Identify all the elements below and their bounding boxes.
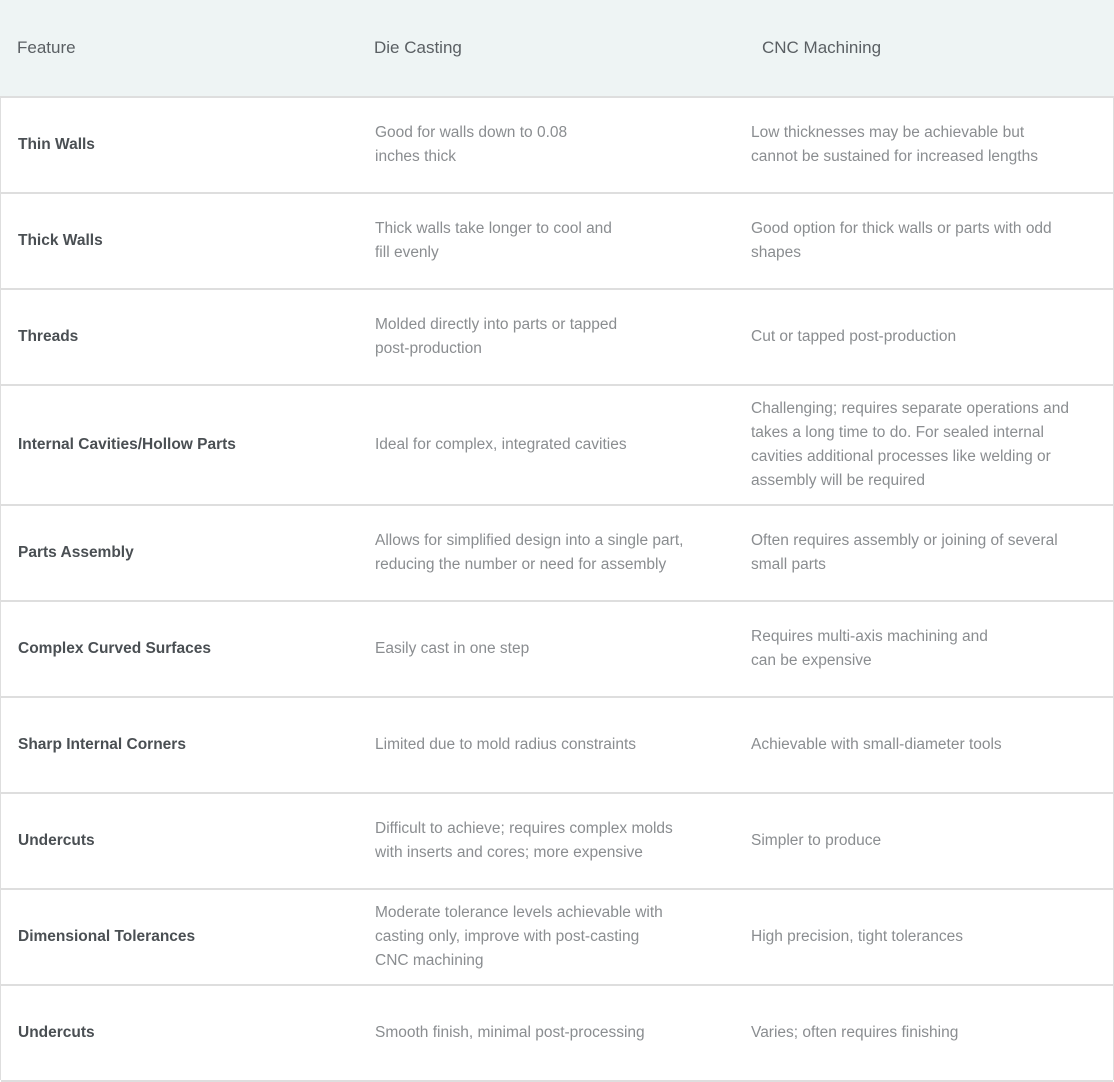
- table-row: [1, 386, 1113, 506]
- table-row: [1, 290, 1113, 386]
- feature-cell: Sharp Internal Corners: [18, 736, 186, 753]
- die-casting-cell: Limited due to mold radius constraints: [375, 736, 637, 753]
- cnc-machining-cell: Challenging; requires separate operations and takes a long time to do. For sealed internal cavities additional processes like welding or assembly will be required: [751, 400, 1069, 489]
- die-casting-cell: Ideal for complex, integrated cavities: [375, 436, 627, 453]
- feature-cell: Undercuts: [18, 1024, 95, 1041]
- feature-cell: Threads: [18, 328, 79, 345]
- cnc-machining-cell: Low thicknesses may be achievable but cannot be sustained for increased lengths: [751, 124, 1038, 165]
- feature-cell: Thin Walls: [18, 136, 95, 153]
- table-header: [0, 0, 1114, 96]
- table-row: [1, 98, 1113, 194]
- feature-cell: Parts Assembly: [18, 544, 134, 561]
- header-feature: Feature: [17, 38, 76, 57]
- table-row: [1, 194, 1113, 290]
- die-casting-cell: Smooth finish, minimal post-processing: [375, 1024, 645, 1041]
- die-casting-cell: Good for walls down to 0.08 inches thick: [375, 124, 568, 165]
- table-row: [1, 794, 1113, 890]
- die-casting-cell: Thick walls take longer to cool and fill evenly: [375, 220, 612, 261]
- feature-cell: Undercuts: [18, 832, 95, 849]
- cnc-machining-cell: Cut or tapped post-production: [751, 328, 957, 345]
- cnc-machining-cell: Good option for thick walls or parts with odd shapes: [751, 220, 1052, 261]
- header-die-casting: Die Casting: [374, 38, 462, 57]
- header-cnc-machining: CNC Machining: [762, 38, 882, 57]
- table-row: [1, 602, 1113, 698]
- feature-cell: Dimensional Tolerances: [18, 928, 196, 945]
- table-body: [0, 96, 1114, 1080]
- cnc-machining-cell: Varies; often requires finishing: [751, 1024, 959, 1041]
- table-row: [1, 506, 1113, 602]
- die-casting-cell: Allows for simplified design into a single part, reducing the number or need for assembly: [375, 532, 684, 573]
- table-row: [1, 890, 1113, 986]
- cnc-machining-cell: Achievable with small-diameter tools: [751, 736, 1002, 753]
- feature-cell: Complex Curved Surfaces: [18, 640, 211, 657]
- die-casting-cell: Easily cast in one step: [375, 640, 530, 657]
- die-casting-cell: Molded directly into parts or tapped post-production: [375, 316, 618, 357]
- cnc-machining-cell: Requires multi-axis machining and can be expensive: [751, 628, 988, 669]
- table-row: [1, 698, 1113, 794]
- cnc-machining-cell: Simpler to produce: [751, 832, 882, 849]
- die-casting-cell: Moderate tolerance levels achievable with casting only, improve with post-casting CNC machining: [375, 904, 663, 969]
- die-casting-cell: Difficult to achieve; requires complex molds with inserts and cores; more expensive: [375, 820, 673, 861]
- feature-cell: Internal Cavities/Hollow Parts: [18, 436, 236, 453]
- cnc-machining-cell: High precision, tight tolerances: [751, 928, 963, 945]
- feature-cell: Thick Walls: [18, 232, 103, 249]
- cnc-machining-cell: Often requires assembly or joining of several small parts: [751, 532, 1058, 573]
- table-row: [1, 986, 1113, 1082]
